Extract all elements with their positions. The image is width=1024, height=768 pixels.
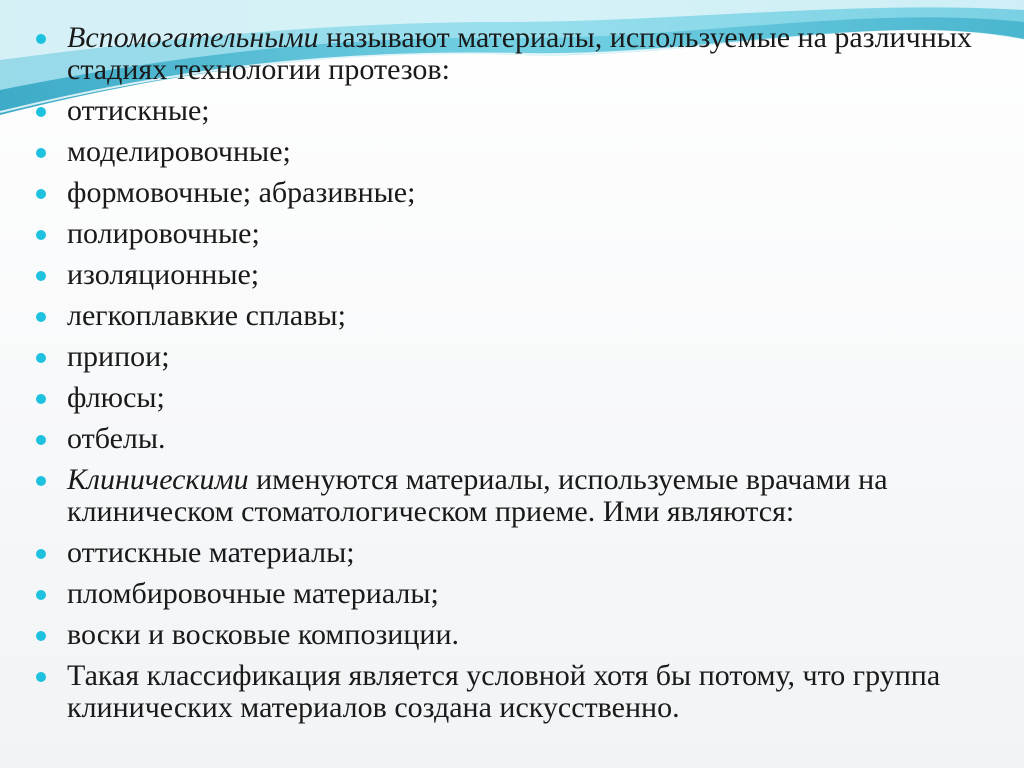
bullet-text: называют материалы, используемые на различных стадиях технологии протезов: bbox=[67, 21, 972, 86]
bullet-dot-icon bbox=[36, 230, 46, 240]
bullet-dot-icon bbox=[36, 107, 46, 117]
bullet-item bbox=[36, 177, 1006, 209]
bullet-dot-icon bbox=[36, 476, 46, 486]
bullet-dot-icon bbox=[36, 435, 46, 445]
bullet-text: оттискные материалы; bbox=[67, 536, 355, 569]
bullet-dot-icon bbox=[36, 394, 46, 404]
bullet-item bbox=[36, 218, 1006, 250]
bullet-italic-term: Вспомогательными bbox=[67, 21, 319, 54]
bullet-text: моделировочные; bbox=[67, 135, 291, 168]
bullet-dot-icon bbox=[36, 148, 46, 158]
bullet-item bbox=[36, 660, 1006, 724]
bullet-item bbox=[36, 300, 1006, 332]
bullet-item bbox=[36, 22, 1006, 86]
bullet-item bbox=[36, 619, 1006, 651]
bullet-item bbox=[36, 259, 1006, 291]
bullet-item bbox=[36, 423, 1006, 455]
bullet-text: оттискные; bbox=[67, 94, 210, 127]
bullet-item bbox=[36, 136, 1006, 168]
bullet-text: пломбировочные материалы; bbox=[67, 577, 439, 610]
bullet-text: формовочные; абразивные; bbox=[67, 176, 416, 209]
bullet-text: именуются материалы, используемые врачами на клиническом стоматологическом приеме. Ими являются: bbox=[67, 463, 888, 528]
bullet-text: изоляционные; bbox=[67, 258, 260, 291]
bullet-dot-icon bbox=[36, 549, 46, 559]
bullet-text: воски и восковые композиции. bbox=[67, 618, 460, 651]
bullet-dot-icon bbox=[36, 353, 46, 363]
bullet-text: Такая классификация является условной хотя бы потому, что группа клинических материалов создана искусственно. bbox=[67, 659, 941, 724]
bullet-item bbox=[36, 464, 1006, 528]
bullet-list bbox=[36, 22, 1006, 733]
bullet-dot-icon bbox=[36, 590, 46, 600]
bullet-item bbox=[36, 578, 1006, 610]
bullet-item bbox=[36, 537, 1006, 569]
bullet-dot-icon bbox=[36, 189, 46, 199]
bullet-dot-icon bbox=[36, 34, 46, 44]
bullet-item bbox=[36, 382, 1006, 414]
bullet-text: припои; bbox=[67, 340, 170, 373]
bullet-italic-term: Клиническими bbox=[67, 463, 249, 496]
bullet-dot-icon bbox=[36, 631, 46, 641]
bullet-text: флюсы; bbox=[67, 381, 165, 414]
bullet-text: отбелы. bbox=[67, 422, 166, 455]
bullet-item bbox=[36, 95, 1006, 127]
bullet-dot-icon bbox=[36, 271, 46, 281]
bullet-dot-icon bbox=[36, 312, 46, 322]
bullet-item bbox=[36, 341, 1006, 373]
bullet-text: полировочные; bbox=[67, 217, 260, 250]
bullet-text: легкоплавкие сплавы; bbox=[67, 299, 346, 332]
bullet-dot-icon bbox=[36, 672, 46, 682]
